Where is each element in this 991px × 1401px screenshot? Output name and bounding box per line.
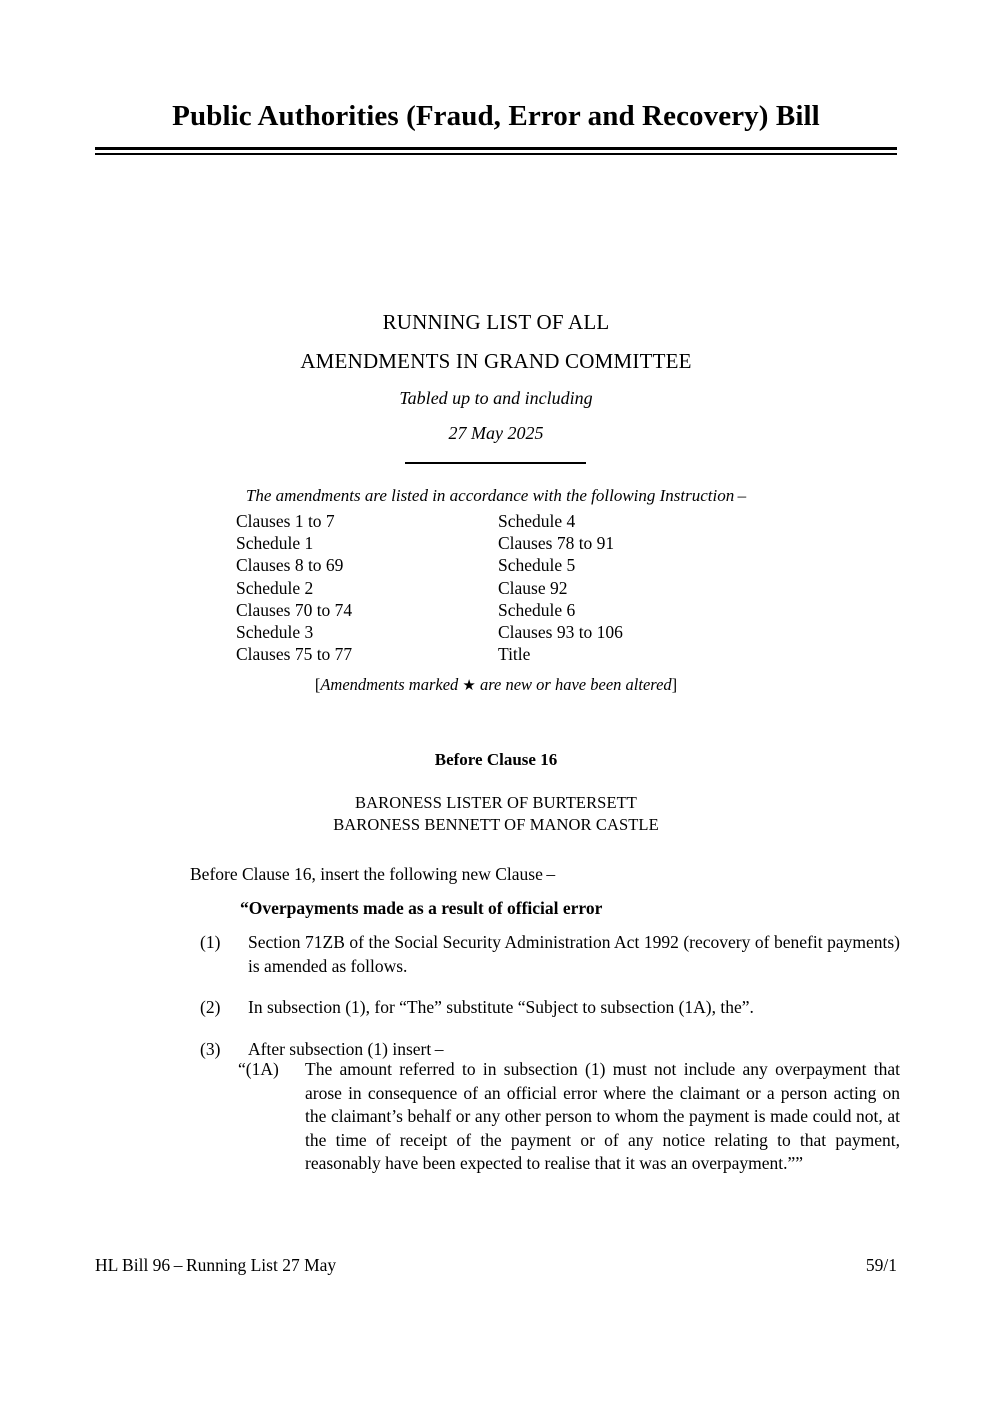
- new-clause-title: “Overpayments made as a result of official error: [240, 898, 603, 918]
- running-list-heading-line-1: RUNNING LIST OF ALL: [382, 310, 610, 334]
- sponsor-name-2: BARONESS BENNETT OF MANOR CASTLE: [333, 814, 659, 834]
- clause-list-row: [236, 621, 736, 643]
- clause-list-row: [236, 532, 736, 554]
- page-title: Public Authorities (Fraud, Error and Recovery) Bill: [172, 100, 820, 132]
- star-note-close-bracket: ]: [671, 675, 678, 694]
- subsection-number: (1): [200, 932, 221, 952]
- footer-page-number: 59/1: [865, 1255, 897, 1275]
- subsection-text: Section 71ZB of the Social Security Administration Act 1992 (recovery of benefit payments) is amended as follows.: [248, 932, 900, 976]
- clause-list-right-item: Schedule 4: [498, 511, 576, 531]
- clause-list-row: [236, 554, 736, 576]
- sponsor-name-1: BARONESS LISTER OF BURTERSETT: [355, 793, 637, 812]
- star-icon: ★: [462, 678, 476, 694]
- title-rule-thick: [95, 147, 897, 150]
- subsection-item: [200, 996, 900, 1020]
- amendment-section-heading: Before Clause 16: [434, 750, 558, 769]
- clause-list-right-item: Title: [498, 644, 531, 665]
- clause-list-left-item: Clauses 1 to 7: [236, 511, 335, 531]
- clause-list-right-item: Schedule 6: [498, 599, 576, 620]
- star-note-open-bracket: [: [314, 675, 321, 694]
- clause-list-right-item: Clauses 78 to 91: [498, 533, 615, 554]
- inserted-subsection-text: The amount referred to in subsection (1) must not include any overpayment that arose in consequence of an official error where the claimant or a person acting on the claimant’s behalf or any other person to whom the payment is made could not, at the time of receipt of the payment or of any notice relating to that payment, reasonably have been expected to realise that it was an overpayment.””: [305, 1059, 900, 1173]
- clause-list-row: [236, 577, 736, 599]
- clause-order-list: [236, 510, 736, 665]
- subsection-number: (2): [200, 997, 221, 1017]
- star-legend-note: [95, 675, 897, 695]
- title-rule-thin: [95, 153, 897, 155]
- subsection-item: [200, 931, 900, 978]
- clause-list-left-item: Schedule 2: [236, 577, 314, 598]
- subsection-number: (3): [200, 1038, 221, 1059]
- clause-list-left-item: Schedule 3: [236, 622, 314, 643]
- clause-list-right-item: Clauses 93 to 106: [498, 622, 623, 643]
- star-note-text-after: are new or have been altered: [475, 675, 672, 694]
- amendment-sponsors: [95, 792, 897, 835]
- inserted-subsection-number: “(1A): [238, 1059, 279, 1079]
- tabled-label: Tabled up to and including: [399, 388, 593, 408]
- clause-list-right-item: Schedule 5: [498, 555, 576, 576]
- footer-bill-reference: HL Bill 96 – Running List 27 May: [95, 1255, 337, 1275]
- clause-list-left-item: Schedule 1: [236, 533, 314, 554]
- inserted-subsection-block: [238, 1058, 900, 1176]
- tabled-date: 27 May 2025: [448, 423, 544, 443]
- subsection-list: [200, 931, 900, 1079]
- clause-list-left-item: Clauses 70 to 74: [236, 599, 353, 620]
- clause-list-row: [236, 510, 736, 532]
- running-list-heading-line-2: AMENDMENTS IN GRAND COMMITTEE: [300, 349, 692, 373]
- heading-block: [95, 303, 897, 451]
- clause-list-row: [236, 643, 736, 665]
- subsection-text: After subsection (1) insert –: [248, 1038, 444, 1059]
- clause-list-left-item: Clauses 75 to 77: [236, 644, 353, 665]
- star-note-text-before: Amendments marked: [320, 675, 463, 694]
- section-divider-rule: [405, 462, 586, 464]
- amendment-lead-in: Before Clause 16, insert the following new Clause –: [190, 864, 556, 884]
- clause-list-right-item: Clause 92: [498, 577, 568, 598]
- instruction-line: The amendments are listed in accordance with the following Instruction –: [245, 486, 747, 505]
- subsection-text: In subsection (1), for “The” substitute “Subject to subsection (1A), the”.: [248, 997, 754, 1017]
- clause-list-left-item: Clauses 8 to 69: [236, 555, 344, 576]
- clause-list-row: [236, 599, 736, 621]
